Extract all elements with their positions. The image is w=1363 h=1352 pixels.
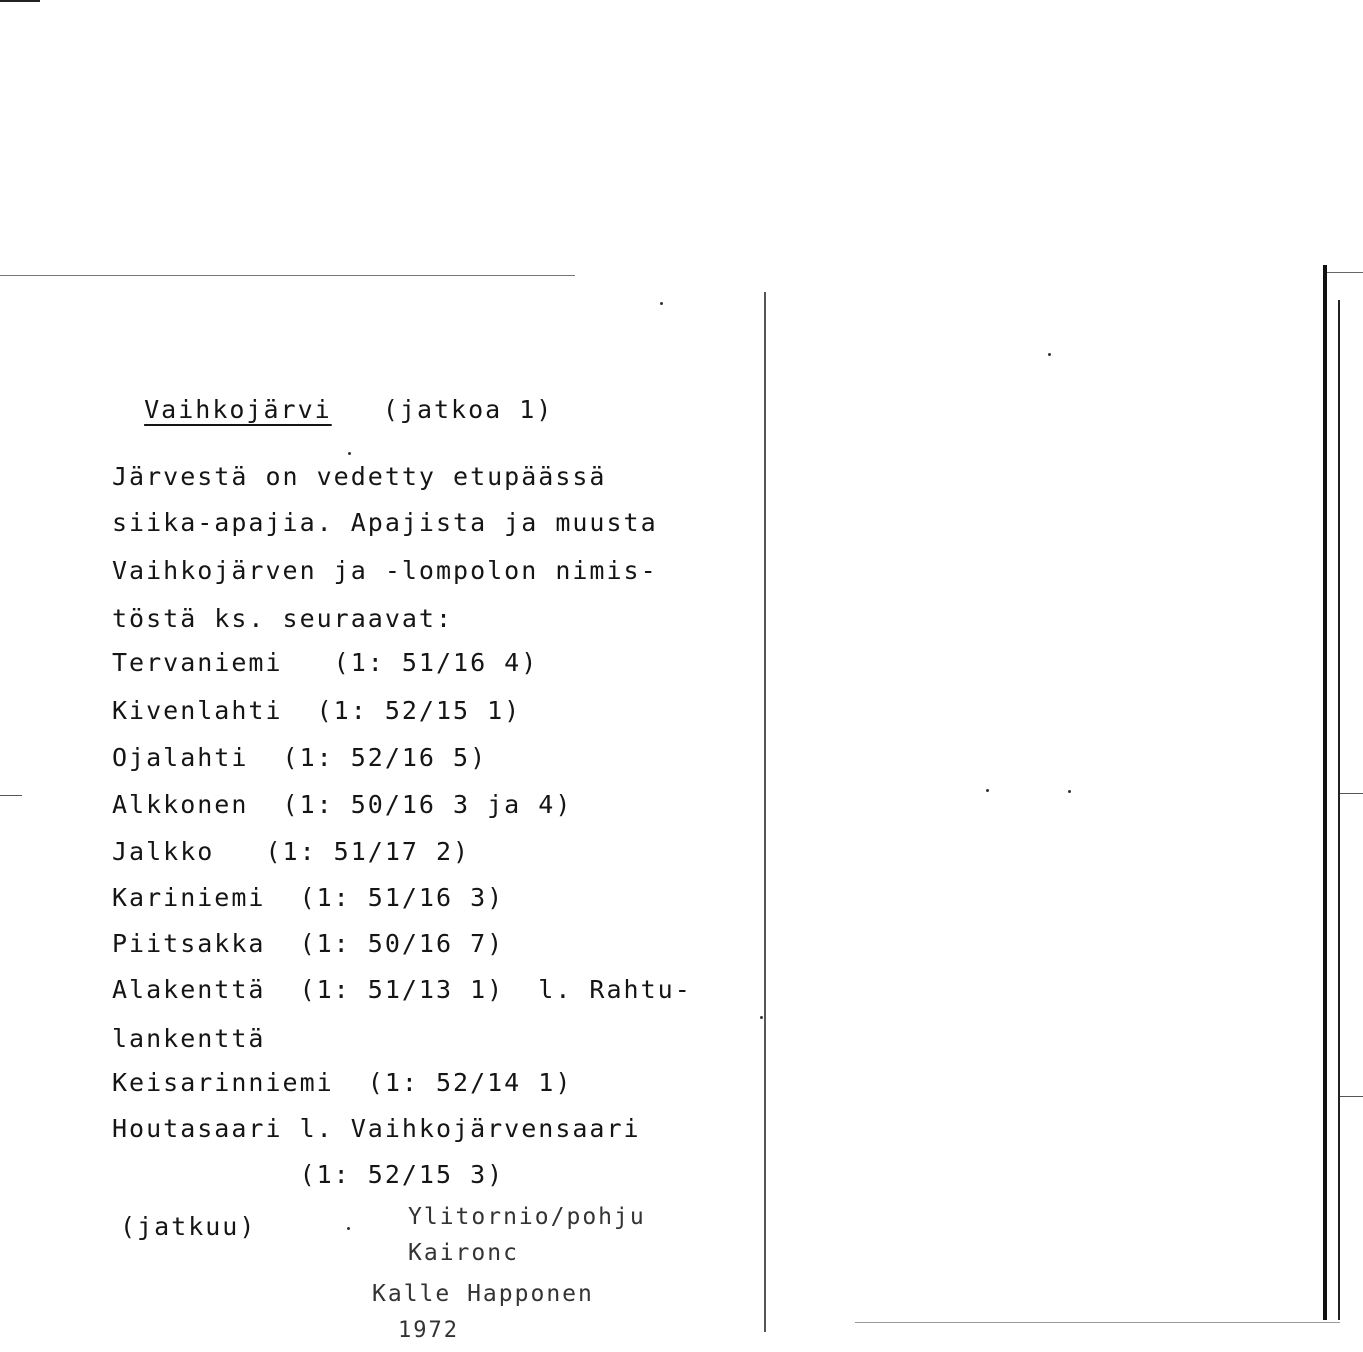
paragraph-line: Vaihkojärven ja -lompolon nimis- bbox=[112, 556, 658, 585]
top-left-edge-line bbox=[0, 0, 40, 2]
place-entry: Ojalahti (1: 52/16 5) bbox=[112, 743, 488, 772]
left-margin-tick bbox=[0, 795, 22, 796]
speck bbox=[986, 789, 989, 792]
right-margin-tick bbox=[1340, 793, 1363, 794]
card-right-edge-inner bbox=[1338, 300, 1340, 1320]
card-right-edge bbox=[1323, 265, 1327, 1320]
place-entry: Tervaniemi (1: 51/16 4) bbox=[112, 648, 539, 677]
card-bottom-rule bbox=[855, 1322, 1340, 1323]
speck bbox=[1048, 353, 1051, 356]
speck bbox=[1068, 790, 1071, 793]
stamp-line: Kaironc bbox=[408, 1240, 519, 1266]
place-entry: (1: 52/15 3) bbox=[112, 1160, 505, 1189]
continues-note: (jatkuu) bbox=[120, 1212, 257, 1241]
place-entry: Keisarinniemi (1: 52/14 1) bbox=[112, 1068, 573, 1097]
speck bbox=[347, 1227, 350, 1230]
card-title bbox=[110, 366, 553, 424]
place-entry: Kariniemi (1: 51/16 3) bbox=[112, 883, 505, 912]
card-center-divider bbox=[764, 292, 766, 1332]
card-top-rule bbox=[0, 275, 575, 276]
title-suffix: (jatkoa 1) bbox=[382, 395, 554, 424]
place-entry: Piitsakka (1: 50/16 7) bbox=[112, 929, 505, 958]
speck bbox=[348, 452, 351, 455]
place-entry: Jalkko (1: 51/17 2) bbox=[112, 837, 471, 866]
place-entry: Alkkonen (1: 50/16 3 ja 4) bbox=[112, 790, 573, 819]
place-entry: Kivenlahti (1: 52/15 1) bbox=[112, 696, 522, 725]
card-top-rule-right bbox=[1325, 272, 1363, 273]
paragraph-line: töstä ks. seuraavat: bbox=[112, 604, 454, 633]
paragraph-line: siika-apajia. Apajista ja muusta bbox=[112, 508, 658, 537]
stamp-line: Kalle Happonen bbox=[372, 1281, 594, 1307]
stamp-line: 1972 bbox=[398, 1318, 459, 1343]
place-entry: Houtasaari l. Vaihkojärvensaari bbox=[112, 1114, 641, 1143]
speck bbox=[660, 302, 663, 305]
place-entry: lankenttä bbox=[112, 1024, 266, 1053]
stamp-line: Ylitornio/pohju bbox=[408, 1204, 646, 1230]
paragraph-line: Järvestä on vedetty etupäässä bbox=[112, 462, 607, 491]
speck bbox=[760, 1016, 763, 1019]
right-margin-tick-lower bbox=[1340, 1096, 1363, 1097]
title-place-name: Vaihkojärvi bbox=[144, 395, 332, 424]
place-entry: Alakenttä (1: 51/13 1) l. Rahtu- bbox=[112, 975, 692, 1004]
